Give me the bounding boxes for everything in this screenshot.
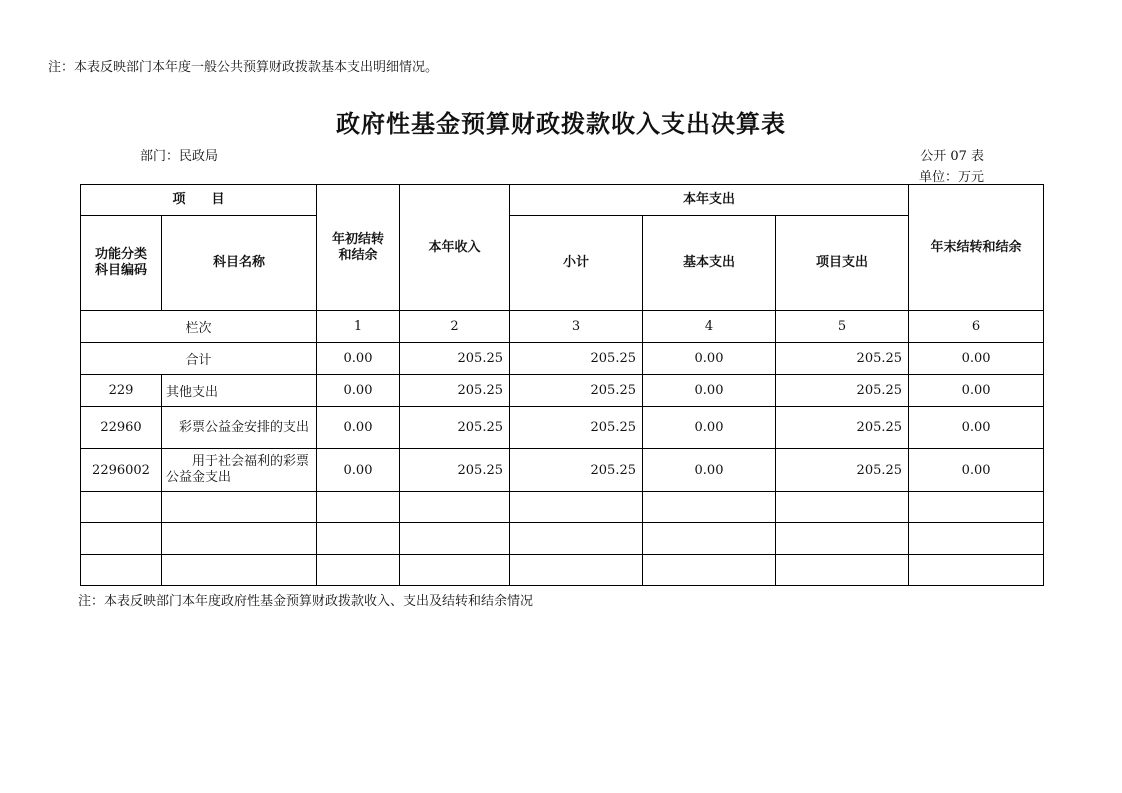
header-expenditure: 本年支出 [510, 185, 909, 216]
cell-value: 0.00 [643, 407, 776, 449]
cell-value: 205.25 [776, 449, 909, 492]
table-row [81, 449, 1044, 492]
cell-value: 0.00 [317, 375, 400, 407]
header-subtotal: 小计 [510, 216, 643, 311]
column-number: 5 [776, 311, 909, 343]
column-number: 2 [400, 311, 510, 343]
cell-value: 205.25 [510, 449, 643, 492]
unit-label: 单位：万元 [918, 170, 984, 185]
header-func-code: 功能分类科目编码 [81, 216, 162, 311]
cell-value: 0.00 [643, 375, 776, 407]
cell-value: 205.25 [510, 343, 643, 375]
cell-value: 205.25 [510, 407, 643, 449]
cell-value: 0.00 [909, 407, 1044, 449]
cell-value: 205.25 [510, 375, 643, 407]
header-subject-name: 科目名称 [162, 216, 317, 311]
empty-row [81, 492, 1044, 523]
department-label: 部门：民政局 [140, 149, 219, 164]
header-opening-balance: 年初结转和结余 [317, 185, 400, 311]
cell-value: 0.00 [909, 449, 1044, 492]
cell-value: 0.00 [643, 343, 776, 375]
column-number: 4 [643, 311, 776, 343]
total-label: 合计 [81, 343, 317, 375]
header-item: 项 目 [81, 185, 317, 216]
empty-row [81, 523, 1044, 555]
cell-value: 0.00 [317, 449, 400, 492]
cell-value: 205.25 [400, 407, 510, 449]
cell-value: 205.25 [776, 375, 909, 407]
form-number: 公开 07 表 [920, 149, 984, 164]
column-number: 3 [510, 311, 643, 343]
budget-table [80, 184, 1044, 586]
column-number: 6 [909, 311, 1044, 343]
cell-value: 0.00 [317, 343, 400, 375]
header-income: 本年收入 [400, 185, 510, 311]
column-number-row [81, 311, 1044, 343]
cell-value: 205.25 [400, 375, 510, 407]
cell-value: 0.00 [909, 343, 1044, 375]
top-note: 注：本表反映部门本年度一般公共预算财政拨款基本支出明细情况。 [48, 60, 439, 75]
cell-value: 0.00 [643, 449, 776, 492]
cell-code: 22960 [81, 407, 162, 449]
cell-name: 用于社会福利的彩票公益金支出 [162, 449, 317, 492]
header-basic: 基本支出 [643, 216, 776, 311]
column-number-label: 栏次 [81, 311, 317, 343]
bottom-note: 注：本表反映部门本年度政府性基金预算财政拨款收入、支出及结转和结余情况 [78, 594, 534, 609]
cell-code: 2296002 [81, 449, 162, 492]
page-title: 政府性基金预算财政拨款收入支出决算表 [336, 109, 786, 138]
cell-code: 229 [81, 375, 162, 407]
cell-name: 其他支出 [162, 375, 317, 407]
column-number: 1 [317, 311, 400, 343]
table-row [81, 407, 1044, 449]
header-closing-balance: 年末结转和结余 [909, 185, 1044, 311]
cell-value: 205.25 [400, 449, 510, 492]
cell-value: 0.00 [909, 375, 1044, 407]
empty-row [81, 555, 1044, 586]
cell-value: 205.25 [776, 343, 909, 375]
cell-name: 彩票公益金安排的支出 [162, 407, 317, 449]
cell-value: 0.00 [317, 407, 400, 449]
header-project: 项目支出 [776, 216, 909, 311]
cell-value: 205.25 [400, 343, 510, 375]
cell-value: 205.25 [776, 407, 909, 449]
total-row [81, 343, 1044, 375]
table-row [81, 375, 1044, 407]
